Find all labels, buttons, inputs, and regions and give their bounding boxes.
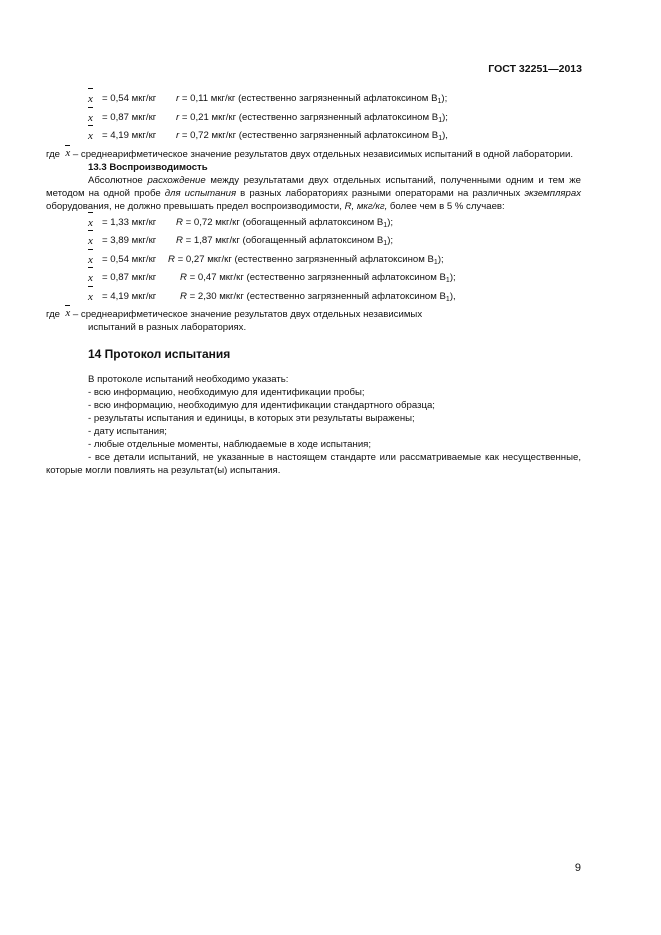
row-end: ); xyxy=(442,111,448,123)
limit-symbol: r xyxy=(176,111,180,123)
reproducibility-paragraph xyxy=(46,174,581,213)
list-item: - любые отдельные моменты, наблюдаемые в ходе испытания; xyxy=(88,439,372,450)
mean-value: = 0,54 мкг/кг xyxy=(102,253,157,265)
mean-value: = 0,54 мкг/кг xyxy=(102,93,157,104)
subscript: 1 xyxy=(433,258,438,266)
row-end: ); xyxy=(387,235,394,246)
subscript: 1 xyxy=(437,98,442,105)
emphasis: R, мкг/кг, xyxy=(344,200,388,212)
where-definition xyxy=(46,308,581,321)
limit-text: = 0,72 мкг/кг (естественно загрязненный афлатоксином B xyxy=(179,130,439,141)
list-item: - всю информацию, необходимую для идентификации пробы; xyxy=(88,387,365,398)
mean-symbol: x xyxy=(88,269,93,288)
limit-symbol: r xyxy=(176,130,180,141)
subscript: 1 xyxy=(445,277,450,284)
row-end: ); xyxy=(387,216,394,228)
limit-text: = 0,72 мкг/кг (обогащенный афлатоксином B xyxy=(182,216,384,228)
subscript: 1 xyxy=(383,221,388,229)
subscript: 1 xyxy=(445,295,450,303)
limit-text: = 2,30 мкг/кг (естественно загрязненный афлатоксином B xyxy=(186,290,446,302)
list-item: - дату испытания; xyxy=(88,426,167,437)
list-item: - все детали испытаний, не указанные в настоящем стандарте или рассматриваемые как несущественные, которые могли повлиять на результат(ы) испытания. xyxy=(46,452,581,476)
limit-symbol: R xyxy=(176,235,183,246)
list-item: - всю информацию, необходимую для идентификации стандартного образца; xyxy=(88,400,435,411)
row-end: ); xyxy=(441,93,448,104)
mean-symbol: x xyxy=(65,146,71,159)
mean-value: = 1,33 мкг/кг xyxy=(102,216,157,228)
limit-text: = 0,21 мкг/кг (естественно загрязненный афлатоксином B xyxy=(179,111,439,123)
limit-symbol: R xyxy=(180,290,187,302)
limit-symbol: r xyxy=(176,93,180,104)
text-run: оборудования, не должно превышать предел воспроизводимости, xyxy=(46,200,345,212)
repeatability-values xyxy=(46,90,581,146)
document-header: ГОСТ 32251—2013 xyxy=(488,63,582,75)
subscript: 1 xyxy=(438,135,443,142)
mean-symbol: x xyxy=(88,251,93,270)
text-run: в разных лабораториях разными операторами на различных xyxy=(236,187,525,199)
emphasis: расхождение xyxy=(147,174,206,186)
value-row xyxy=(46,232,581,251)
limit-symbol: R xyxy=(180,272,187,283)
mean-value: = 0,87 мкг/кг xyxy=(102,111,157,123)
row-end: ), xyxy=(449,290,456,302)
where-prefix: где xyxy=(46,309,61,320)
emphasis: для испытания xyxy=(164,187,237,199)
section-14-heading: 14 Протокол испытания xyxy=(88,347,231,361)
value-row xyxy=(46,90,581,109)
subscript: 1 xyxy=(383,240,388,247)
protocol-intro: В протоколе испытаний необходимо указать: xyxy=(88,374,289,385)
limit-value xyxy=(176,127,448,146)
text-run: Абсолютное xyxy=(88,174,148,186)
limit-value xyxy=(168,251,444,270)
limit-text: = 0,27 мкг/кг (естественно загрязненный афлатоксином B xyxy=(174,253,434,265)
page-content xyxy=(46,90,581,477)
text-run: более чем в 5 % случаев: xyxy=(387,200,505,212)
limit-text: = 0,47 мкг/кг (естественно загрязненный афлатоксином B xyxy=(186,272,446,283)
limit-text: = 0,11 мкг/кг (естественно загрязненный афлатоксином B xyxy=(179,93,438,104)
value-row xyxy=(46,127,581,146)
where-continuation: испытаний в разных лабораториях. xyxy=(88,322,247,333)
limit-value xyxy=(176,232,393,251)
mean-symbol: x xyxy=(88,288,93,307)
limit-value xyxy=(176,109,448,128)
reproducibility-values xyxy=(46,214,581,307)
limit-value xyxy=(176,214,393,233)
limit-value xyxy=(176,90,447,109)
row-end: ), xyxy=(442,130,448,141)
where-prefix: где xyxy=(46,148,61,160)
value-row xyxy=(46,251,581,270)
mean-symbol: x xyxy=(88,109,93,128)
limit-symbol: R xyxy=(168,253,175,265)
value-row xyxy=(46,109,581,128)
limit-text: = 1,87 мкг/кг (обогащенный афлатоксином B xyxy=(182,235,384,246)
mean-value: = 0,87 мкг/кг xyxy=(102,272,157,283)
mean-value: = 4,19 мкг/кг xyxy=(102,290,157,302)
where-definition xyxy=(46,148,581,161)
section-13-3-heading: 13.3 Воспроизводимость xyxy=(88,161,208,173)
mean-symbol: x xyxy=(88,232,93,251)
value-row xyxy=(46,214,581,233)
mean-symbol: x xyxy=(65,307,71,319)
mean-symbol: x xyxy=(88,90,93,109)
limit-symbol: R xyxy=(176,216,183,228)
emphasis: экземплярах xyxy=(524,187,581,199)
text-run: между результатами двух отдельных испытаний, полученными одним и тем же методом на одной пробе xyxy=(46,174,581,199)
value-row xyxy=(46,269,581,288)
list-item: - результаты испытания и единицы, в которых эти результаты выражены; xyxy=(88,413,415,424)
row-end: ); xyxy=(449,272,456,283)
page-number: 9 xyxy=(574,862,581,874)
subscript: 1 xyxy=(438,116,443,124)
row-end: ); xyxy=(437,253,444,265)
limit-value xyxy=(180,269,456,288)
where-text: – среднеарифметическое значение результатов двух отдельных независимых испытаний в одной лаборатории. xyxy=(70,148,574,160)
limit-value xyxy=(180,288,456,307)
mean-symbol: x xyxy=(88,127,93,146)
mean-value: = 3,89 мкг/кг xyxy=(102,235,157,246)
mean-symbol: x xyxy=(88,214,93,233)
value-row xyxy=(46,288,581,307)
mean-value: = 4,19 мкг/кг xyxy=(102,130,157,141)
where-text: – среднеарифметическое значение результатов двух отдельных независимых xyxy=(70,309,423,320)
